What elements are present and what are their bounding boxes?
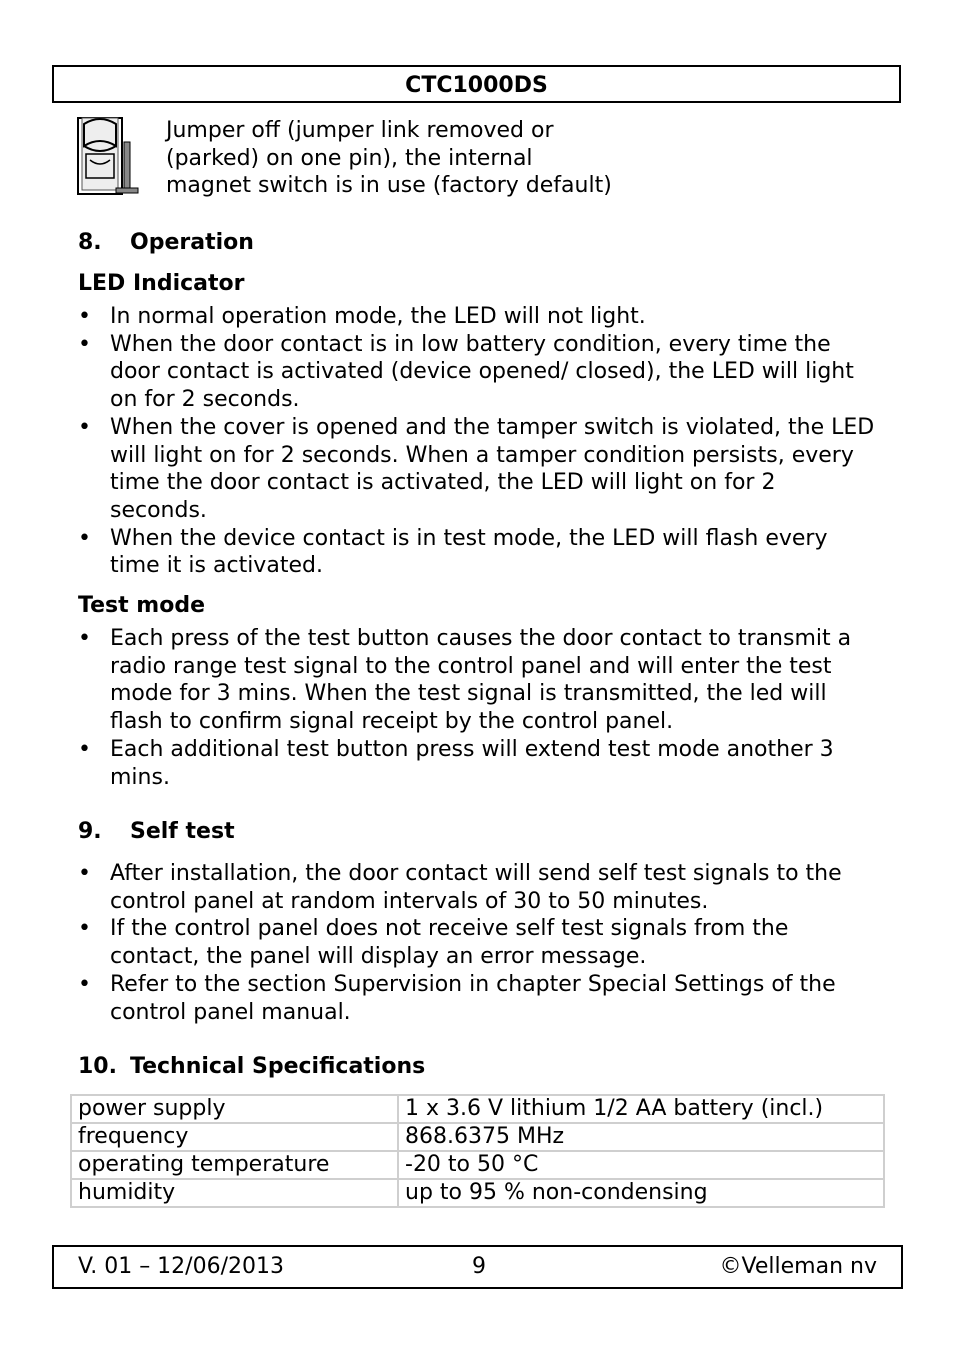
spec-value: up to 95 % non-condensing — [398, 1179, 884, 1207]
list-item: • Each additional test button press will extend test mode another 3 mins. — [78, 736, 834, 790]
section-number: 10. — [78, 1054, 117, 1079]
bullet-dot: • — [78, 304, 91, 329]
jumper-description — [166, 117, 612, 200]
subheading-test-mode: Test mode — [78, 593, 205, 618]
specifications-table — [70, 1094, 885, 1208]
list-item: • When the device contact is in test mode, the LED will flash every time it is activated. — [78, 525, 828, 579]
section-number: 8. — [78, 230, 102, 255]
section-heading-self-test — [78, 818, 235, 846]
list-item: • Refer to the section Supervision in chapter Special Settings of the control panel manual. — [78, 971, 836, 1025]
list-item: • When the door contact is in low battery condition, every time the door contact is activated (device opened/ closed), the LED will light on for 2 seconds. — [78, 331, 854, 413]
spec-label: humidity — [71, 1179, 398, 1207]
page-header — [52, 65, 901, 103]
version-date: V. 01 – 12/06/2013 — [78, 1254, 284, 1279]
bullet-dot: • — [78, 736, 91, 762]
list-item: • If the control panel does not receive self test signals from the contact, the panel will display an error message. — [78, 916, 789, 970]
bullet-dot: • — [78, 861, 91, 886]
section-heading-operation — [78, 229, 254, 257]
spec-label: frequency — [71, 1123, 398, 1151]
table-row — [71, 1123, 884, 1151]
self-test-list — [78, 860, 878, 1026]
jumper-line: magnet switch is in use (factory default) — [166, 173, 612, 198]
spec-label: power supply — [71, 1095, 398, 1123]
section-title: Self test — [130, 819, 235, 844]
section-title: Operation — [130, 230, 254, 255]
subheading-led-indicator: LED Indicator — [78, 271, 245, 296]
jumper-diagram-icon — [76, 116, 140, 196]
bullet-dot: • — [78, 916, 91, 942]
spec-value: 1 x 3.6 V lithium 1/2 AA battery (incl.) — [398, 1095, 884, 1123]
bullet-dot: • — [78, 971, 91, 997]
spec-value: 868.6375 MHz — [398, 1123, 884, 1151]
document-model-title: CTC1000DS — [405, 73, 548, 98]
bullet-dot: • — [78, 626, 91, 651]
table-row — [71, 1095, 884, 1123]
section-title: Technical Specifications — [130, 1054, 426, 1079]
list-item: • Each press of the test button causes the door contact to transmit a radio range test signal to the control panel and will enter the test mode for 3 mins. When the test signal is transmitted, the led will flash to confirm signal receipt by the control panel. — [78, 626, 852, 735]
spec-value: -20 to 50 °C — [398, 1151, 884, 1179]
test-mode-list — [78, 625, 878, 791]
copyright: ©Velleman nv — [719, 1254, 877, 1279]
spec-label: operating temperature — [71, 1151, 398, 1179]
table-row — [71, 1151, 884, 1179]
list-item: • When the cover is opened and the tamper switch is violated, the LED will light on for 2 seconds. When a tamper condition persists, every time the door contact is activated, the LED will light on for 2 seconds. — [78, 414, 875, 523]
section-number: 9. — [78, 819, 102, 844]
bullet-dot: • — [78, 331, 91, 357]
page-number: 9 — [472, 1254, 486, 1279]
list-item: • After installation, the door contact will send self test signals to the control panel at random intervals of 30 to 50 minutes. — [78, 861, 842, 914]
jumper-line: (parked) on one pin), the internal — [166, 145, 533, 171]
bullet-dot: • — [78, 414, 91, 440]
table-row — [71, 1179, 884, 1207]
jumper-line: Jumper off (jumper link removed or — [166, 118, 554, 143]
bullet-dot: • — [78, 525, 91, 551]
list-item: • In normal operation mode, the LED will not light. — [78, 304, 646, 329]
page-footer — [52, 1245, 903, 1289]
led-indicator-list — [78, 303, 878, 580]
section-heading-technical-specifications — [78, 1053, 425, 1081]
